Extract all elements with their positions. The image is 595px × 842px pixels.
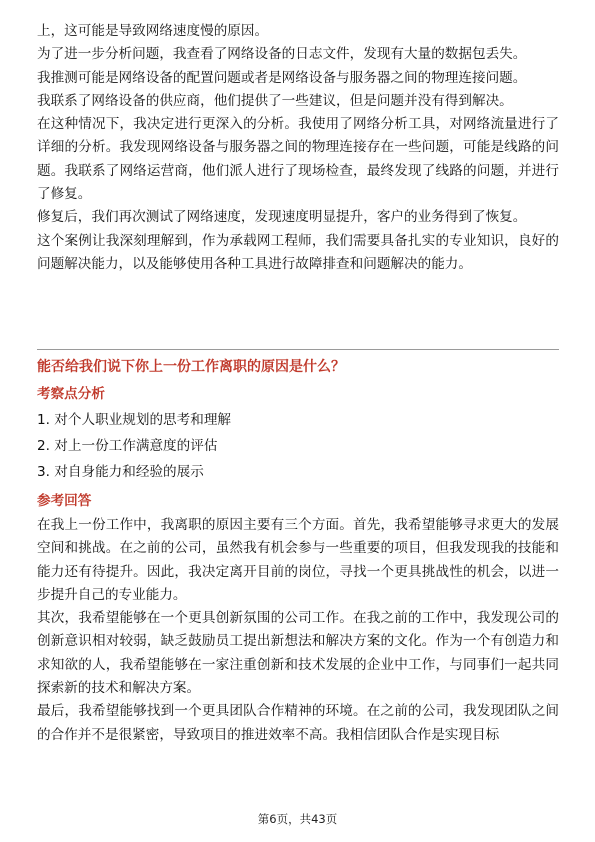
paragraph: 其次，我希望能够在一个更具创新氛围的公司工作。在我之前的工作中，我发现公司的创新意识相对较弱，缺乏鼓励员工提出新想法和解决方案的文化。作为一个有创造力和求知欲的人，我希望能够在一家注重创新和技术发展的企业中工作，与同事们一起共同探索新的技术和解决方案。: [37, 610, 559, 697]
answer-body: [37, 514, 559, 747]
question-title: 能否给我们说下你上一份工作离职的原因是什么？: [37, 359, 345, 375]
analysis-heading: 考察点分析: [37, 386, 105, 402]
list-item: 3. 对自身能力和经验的展示: [37, 464, 204, 480]
analysis-list: [37, 407, 559, 485]
page-number: 第6页，共43页: [257, 812, 338, 826]
paragraph: 这个案例让我深刻理解到，作为承载网工程师，我们需要具备扎实的专业知识，良好的问题解决能力，以及能够使用各种工具进行故障排查和问题解决的能力。: [37, 232, 559, 272]
paragraph: 我联系了网络设备的供应商，他们提供了一些建议，但是问题并没有得到解决。: [37, 92, 513, 109]
paragraph: 在这种情况下，我决定进行更深入的分析。我使用了网络分析工具，对网络流量进行了详细的分析。我发现网络设备与服务器之间的物理连接存在一些问题，可能是线路的问题。我联系了网络运营商，他们派人进行了现场检查，最终发现了线路的问题，并进行了修复。: [37, 116, 559, 203]
list-item: 2. 对上一份工作满意度的评估: [37, 438, 218, 454]
interview-question-block: [37, 356, 559, 747]
paragraph: 最后，我希望能够找到一个更具团队合作精神的环境。在之前的公司，我发现团队之间的合作并不是很紧密，导致项目的推进效率不高。我相信团队合作是实现目标: [37, 703, 559, 743]
paragraph: 为了进一步分析问题，我查看了网络设备的日志文件，发现有大量的数据包丢失。: [37, 46, 527, 63]
paragraph: 在我上一份工作中，我离职的原因主要有三个方面。首先，我希望能够寻求更大的发展空间和挑战。在之前的公司，虽然我有机会参与一些重要的项目，但我发现我的技能和能力还有待提升。因此，我决定离开目前的岗位，寻找一个更具挑战性的机会，以进一步提升自己的专业能力。: [37, 517, 559, 603]
paragraph: 上，这可能是导致网络速度慢的原因。: [37, 23, 269, 39]
paragraph: 我推测可能是网络设备的配置问题或者是网络设备与服务器之间的物理连接问题。: [37, 69, 527, 86]
paragraph: 修复后，我们再次测试了网络速度，发现速度明显提升，客户的业务得到了恢复。: [37, 209, 527, 226]
answer-heading: 参考回答: [37, 493, 92, 509]
section-divider: [37, 349, 559, 350]
previous-answer-continuation: [37, 20, 559, 276]
list-item: 1. 对个人职业规划的思考和理解: [37, 412, 232, 428]
